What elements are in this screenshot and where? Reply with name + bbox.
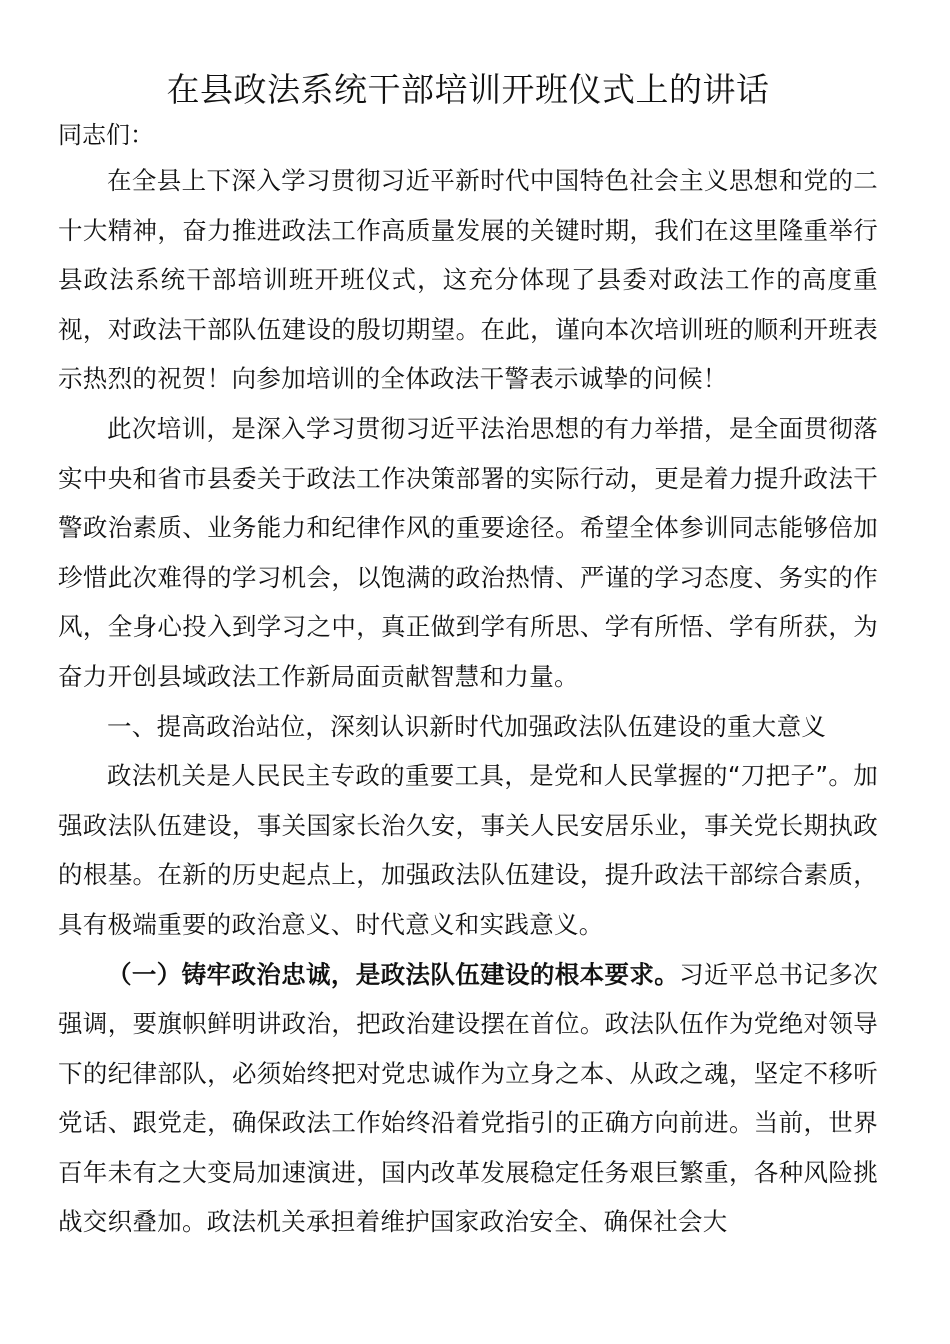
subsection-heading-1: （一）铸牢政治忠诚，是政法队伍建设的根本要求。 bbox=[107, 959, 680, 989]
paragraph-political-loyalty bbox=[58, 950, 878, 1248]
paragraph-training-purpose: 此次培训，是深入学习贯彻习近平法治思想的有力举措，是全面贯彻落实中央和省市县委关于政法工作决策部署的实际行动，更是着力提升政法干警政治素质、业务能力和纪律作风的重要途径。希望全体参训同志能够倍加珍惜此次难得的学习机会，以饱满的政治热情、严谨的学习态度、务实的作风，全身心投入到学习之中，真正做到学有所思、学有所悟、学有所获，为奋力开创县域政法工作新局面贡献智慧和力量。 bbox=[58, 413, 878, 691]
salutation: 同志们： bbox=[58, 121, 154, 149]
document-page bbox=[58, 64, 878, 1247]
document-title: 在县政法系统干部培训开班仪式上的讲话 bbox=[166, 70, 770, 109]
section-heading-1: 一、提高政治站位，深刻认识新时代加强政法队伍建设的重大意义 bbox=[107, 711, 827, 741]
paragraph-political-loyalty-body: 习近平总书记多次强调，要旗帜鲜明讲政治，把政治建设摆在首位。政法队伍作为党绝对领导下的纪律部队，必须始终把对党忠诚作为立身之本、从政之魂，坚定不移听党话、跟党走，确保政法工作始终沿着党指引的正确方向前进。当前，世界百年未有之大变局加速演进，国内改革发展稳定任务艰巨繁重，各种风险挑战交织叠加。政法机关承担着维护国家政治安全、确保社会大 bbox=[58, 959, 878, 1237]
paragraph-opening: 在全县上下深入学习贯彻习近平新时代中国特色社会主义思想和党的二十大精神，奋力推进政法工作高质量发展的关键时期，我们在这里隆重举行县政法系统干部培训班开班仪式，这充分体现了县委对政法工作的高度重视，对政法干部队伍建设的殷切期望。在此，谨向本次培训班的顺利开班表示热烈的祝贺！向参加培训的全体政法干警表示诚挚的问候！ bbox=[58, 166, 878, 394]
paragraph-significance: 政法机关是人民民主专政的重要工具，是党和人民掌握的“刀把子”。加强政法队伍建设，事关国家长治久安，事关人民安居乐业，事关党长期执政的根基。在新的历史起点上，加强政法队伍建设，提升政法干部综合素质，具有极端重要的政治意义、时代意义和实践意义。 bbox=[58, 761, 878, 939]
